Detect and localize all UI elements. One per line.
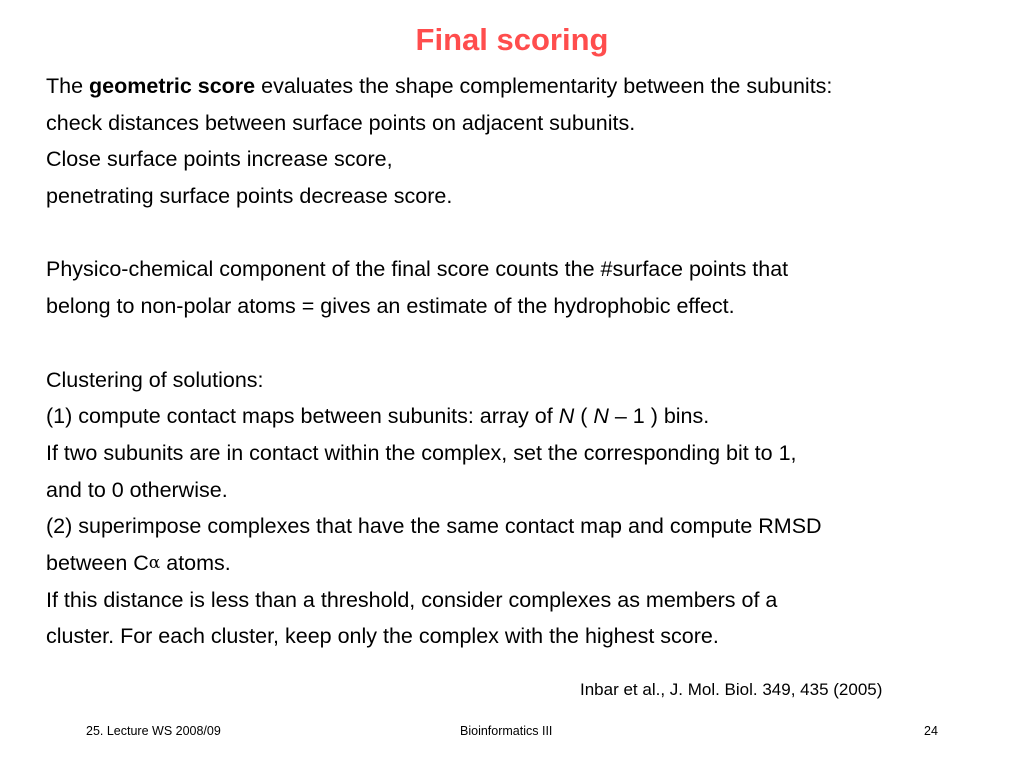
body-line xyxy=(46,68,1006,105)
body-line: penetrating surface points decrease score. xyxy=(46,184,453,209)
body-line xyxy=(46,545,1006,582)
page-number: 24 xyxy=(924,724,938,738)
text-segment: ( xyxy=(574,404,594,429)
emphasis-geometric-score: geometric score xyxy=(89,74,256,98)
footer-course: Bioinformatics III xyxy=(460,724,553,738)
body-line: check distances between surface points on adjacent subunits. xyxy=(46,110,636,135)
slide-body xyxy=(46,68,1006,655)
body-line: and to 0 otherwise. xyxy=(46,477,228,502)
footer-lecture: 25. Lecture WS 2008/09 xyxy=(86,724,221,738)
body-line: Physico-chemical component of the final score counts the #surface points that xyxy=(46,257,789,282)
variable-n: N xyxy=(593,404,609,429)
text-segment: atoms. xyxy=(160,550,231,575)
body-line xyxy=(46,398,1006,435)
body-line: belong to non-polar atoms = gives an estimate of the hydrophobic effect. xyxy=(46,294,735,319)
paragraph-gap xyxy=(46,325,1006,362)
variable-n: N xyxy=(558,404,575,429)
body-line: Close surface points increase score, xyxy=(46,147,393,172)
citation: Inbar et al., J. Mol. Biol. 349, 435 (2005) xyxy=(580,680,883,699)
alpha-symbol: α xyxy=(148,552,161,573)
body-line: cluster. For each cluster, keep only the complex with the highest score. xyxy=(46,624,719,649)
paragraph-gap xyxy=(46,215,1006,252)
text-segment: evaluates the shape complementarity between the subunits: xyxy=(255,74,833,98)
body-line: If two subunits are in contact within the complex, set the corresponding bit to 1, xyxy=(46,440,797,465)
body-line: (2) superimpose complexes that have the same contact map and compute RMSD xyxy=(46,514,822,539)
text-segment: The xyxy=(46,74,90,98)
body-line: Clustering of solutions: xyxy=(46,367,264,392)
body-line: If this distance is less than a threshold, consider complexes as members of a xyxy=(46,587,778,612)
text-segment: between C xyxy=(46,550,149,575)
text-segment: (1) compute contact maps between subunits: array of xyxy=(46,404,559,429)
text-segment: – 1 ) bins. xyxy=(608,404,710,429)
slide-title: Final scoring xyxy=(415,22,609,57)
